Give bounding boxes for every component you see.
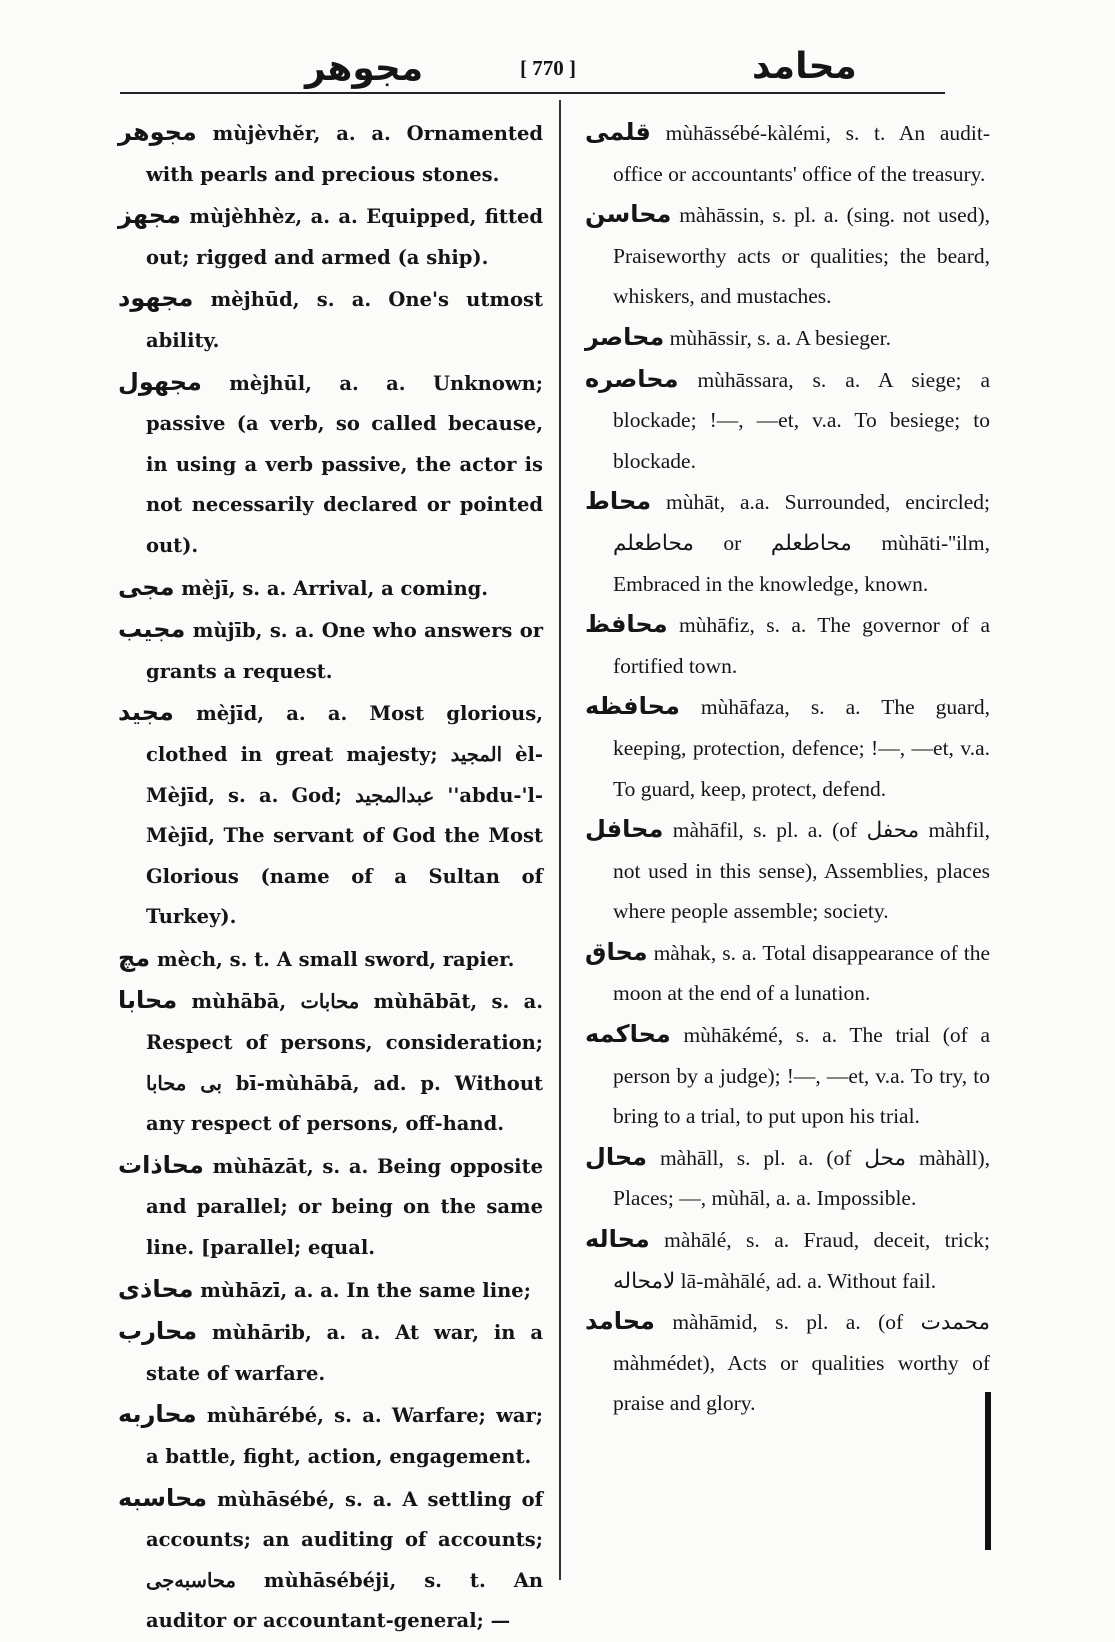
entry-definition: màhak, s. a. Total disappearance of the moon at the end of a lunation. <box>613 940 991 1006</box>
entry-definition: mùhāzāt, s. a. Being opposite and parallel; or being on the same line. [parallel; equal. <box>146 1154 543 1260</box>
page-header <box>0 44 1115 90</box>
dictionary-entry <box>585 112 990 194</box>
entry-definition: màhālé, s. a. Fraud, deceit, trick; لامحاله lā-màhālé, ad. a. Without fail. <box>613 1228 991 1293</box>
dictionary-entry <box>585 604 990 686</box>
dictionary-entry <box>585 932 990 1014</box>
dictionary-entry <box>118 1311 543 1394</box>
dictionary-entry <box>118 112 543 195</box>
dictionary-entry <box>585 481 990 604</box>
entry-arabic-headword: مجید <box>118 698 174 727</box>
entry-arabic-headword: محافظ <box>585 610 668 639</box>
entry-definition: mùhākémé, s. a. The trial (of a person by a judge); !—, —et, v.a. To try, to bring to a trial, to put upon his trial. <box>613 1023 990 1129</box>
entry-definition: mùhārib, a. a. At war, in a state of warfare. <box>146 1321 543 1385</box>
dictionary-entry <box>118 1394 543 1477</box>
entry-arabic-headword: محاذی <box>118 1274 194 1303</box>
dictionary-entry <box>585 194 990 317</box>
entry-definition: mèjīd, a. a. Most glorious, clothed in great majesty; المجید èl-Mèjīd, s. a. God; عبدالمجید ''abdu-'l-Mèjīd, The servant of God the Most Glorious (name of a Sultan of Turkey). <box>146 702 543 929</box>
entry-arabic-headword: محال <box>585 1142 647 1171</box>
entry-definition: màhāfil, s. pl. a. (of محفل màhfil, not used in this sense), Assemblies, places where people assemble; society. <box>613 818 991 924</box>
left-column <box>118 112 543 1642</box>
dictionary-entry <box>585 1219 990 1301</box>
entry-arabic-headword: مچ <box>118 943 151 972</box>
entry-arabic-headword: محاسبه <box>118 1483 208 1512</box>
entry-arabic-headword: مجوهر <box>118 118 197 146</box>
entry-definition: mèch, s. t. A small sword, rapier. <box>156 947 515 971</box>
dictionary-entry <box>118 195 543 278</box>
entry-arabic-headword: مجهود <box>118 284 194 313</box>
dictionary-entry <box>118 1269 543 1312</box>
entry-definition: mùhāfaza, s. a. The guard, keeping, protection, defence; !—, —et, v.a. To guard, keep, protect, defend. <box>613 695 990 801</box>
entry-definition: màhāmid, s. pl. a. (of محمدت màhmédet), Acts or qualities worthy of praise and glory. <box>613 1310 990 1416</box>
entry-arabic-headword: محابا <box>118 986 178 1015</box>
entry-definition: mùjèvhĕr, a. a. Ornamented with pearls and precious stones. <box>146 122 543 186</box>
page-number: [ 770 ] <box>520 56 576 80</box>
entry-definition: mùhāfiz, s. a. The governor of a fortified town. <box>613 613 990 678</box>
entry-arabic-headword: محارب <box>118 1317 198 1346</box>
entry-arabic-headword: محاربه <box>118 1400 197 1429</box>
entry-arabic-headword: محاکمه <box>585 1020 671 1049</box>
entry-arabic-headword: محاق <box>585 937 648 966</box>
entry-arabic-headword: مجیب <box>118 615 186 644</box>
dictionary-entry <box>585 1301 990 1424</box>
entry-definition: mùhāsébé, s. a. A settling of accounts; an auditing of accounts; محاسبه‌جی mùhāsébéji, s. t. An auditor or accountant-general; — <box>146 1487 543 1633</box>
dictionary-entry <box>118 938 543 981</box>
entry-arabic-headword: محاسن <box>585 200 672 229</box>
dictionary-entry <box>585 686 990 809</box>
column-divider <box>559 100 561 1580</box>
dictionary-entry <box>118 692 543 938</box>
entry-definition: mùhāzī, a. a. In the same line; <box>200 1278 531 1302</box>
entry-arabic-headword: محاذات <box>118 1150 204 1179</box>
dictionary-entry <box>118 980 543 1144</box>
entry-definition: màhāssin, s. pl. a. (sing. not used), Praiseworthy acts or qualities; the beard, whiskers, and mustaches. <box>613 203 990 309</box>
entry-arabic-headword: محافظه <box>585 692 680 721</box>
entry-arabic-headword: مجی <box>118 572 175 601</box>
header-right-word: محامد <box>752 46 857 87</box>
dictionary-entry <box>118 362 543 567</box>
entry-definition: mùjèhhèz, a. a. Equipped, fitted out; rigged and armed (a ship). <box>146 205 543 269</box>
dictionary-entry <box>585 317 990 359</box>
entry-arabic-headword: محاصر <box>585 322 665 351</box>
dictionary-entry <box>118 609 543 692</box>
entry-arabic-headword: محاط <box>585 487 652 516</box>
entry-definition: mèjhūl, a. a. Unknown; passive (a verb, so called because, in using a verb passive, the actor is not necessarily declared or pointed out). <box>146 371 543 557</box>
entry-definition: mùhāt, a.a. Surrounded, encircled; محاطعلم or محاطعلم mùhāti-''ilm, Embraced in the knowledge, known. <box>613 490 990 596</box>
dictionary-entry <box>118 1478 543 1642</box>
dictionary-entry <box>585 1014 990 1137</box>
header-rule <box>120 92 945 94</box>
dictionary-entry <box>585 1137 990 1219</box>
entry-definition: mùhāssébé-kàlémi, s. t. An audit-office or accountants' office of the treasury. <box>613 121 990 186</box>
dictionary-entry <box>118 278 543 361</box>
dictionary-entry <box>585 359 990 482</box>
entry-arabic-headword: قلمی <box>585 118 651 146</box>
right-column <box>585 112 990 1424</box>
entry-definition: mùhārébé, s. a. Warfare; war; a battle, fight, action, engagement. <box>146 1404 544 1468</box>
entry-arabic-headword: مجهول <box>118 367 202 396</box>
entry-arabic-headword: محاله <box>585 1225 650 1254</box>
entry-arabic-headword: محامد <box>585 1307 655 1336</box>
dictionary-entry <box>118 567 543 610</box>
entry-definition: mùhāssara, s. a. A siege; a blockade; !—, —et, v.a. To besiege; to blockade. <box>613 367 990 473</box>
entry-definition: mùhāssir, s. a. A besieger. <box>669 325 891 350</box>
header-left-word: مجوهر <box>305 48 424 89</box>
entry-definition: mèjhūd, s. a. One's utmost ability. <box>146 288 543 352</box>
dictionary-entry <box>585 809 990 932</box>
entry-arabic-headword: مجهز <box>118 201 181 230</box>
entry-arabic-headword: محاصره <box>585 364 679 393</box>
entry-definition: mèjī, s. a. Arrival, a coming. <box>181 576 489 600</box>
entry-definition: mùjīb, s. a. One who answers or grants a request. <box>146 619 543 683</box>
entry-definition: mùhābā, محابات mùhābāt, s. a. Respect of persons, consideration; بی محابا bī-mùhābā, ad. p. Without any respect of persons, off-hand. <box>146 990 543 1136</box>
dictionary-entry <box>118 1145 543 1269</box>
entry-definition: màhāll, s. pl. a. (of محل màhàll), Places; —, mùhāl, a. a. Impossible. <box>613 1145 990 1211</box>
entry-arabic-headword: محافل <box>585 815 664 844</box>
